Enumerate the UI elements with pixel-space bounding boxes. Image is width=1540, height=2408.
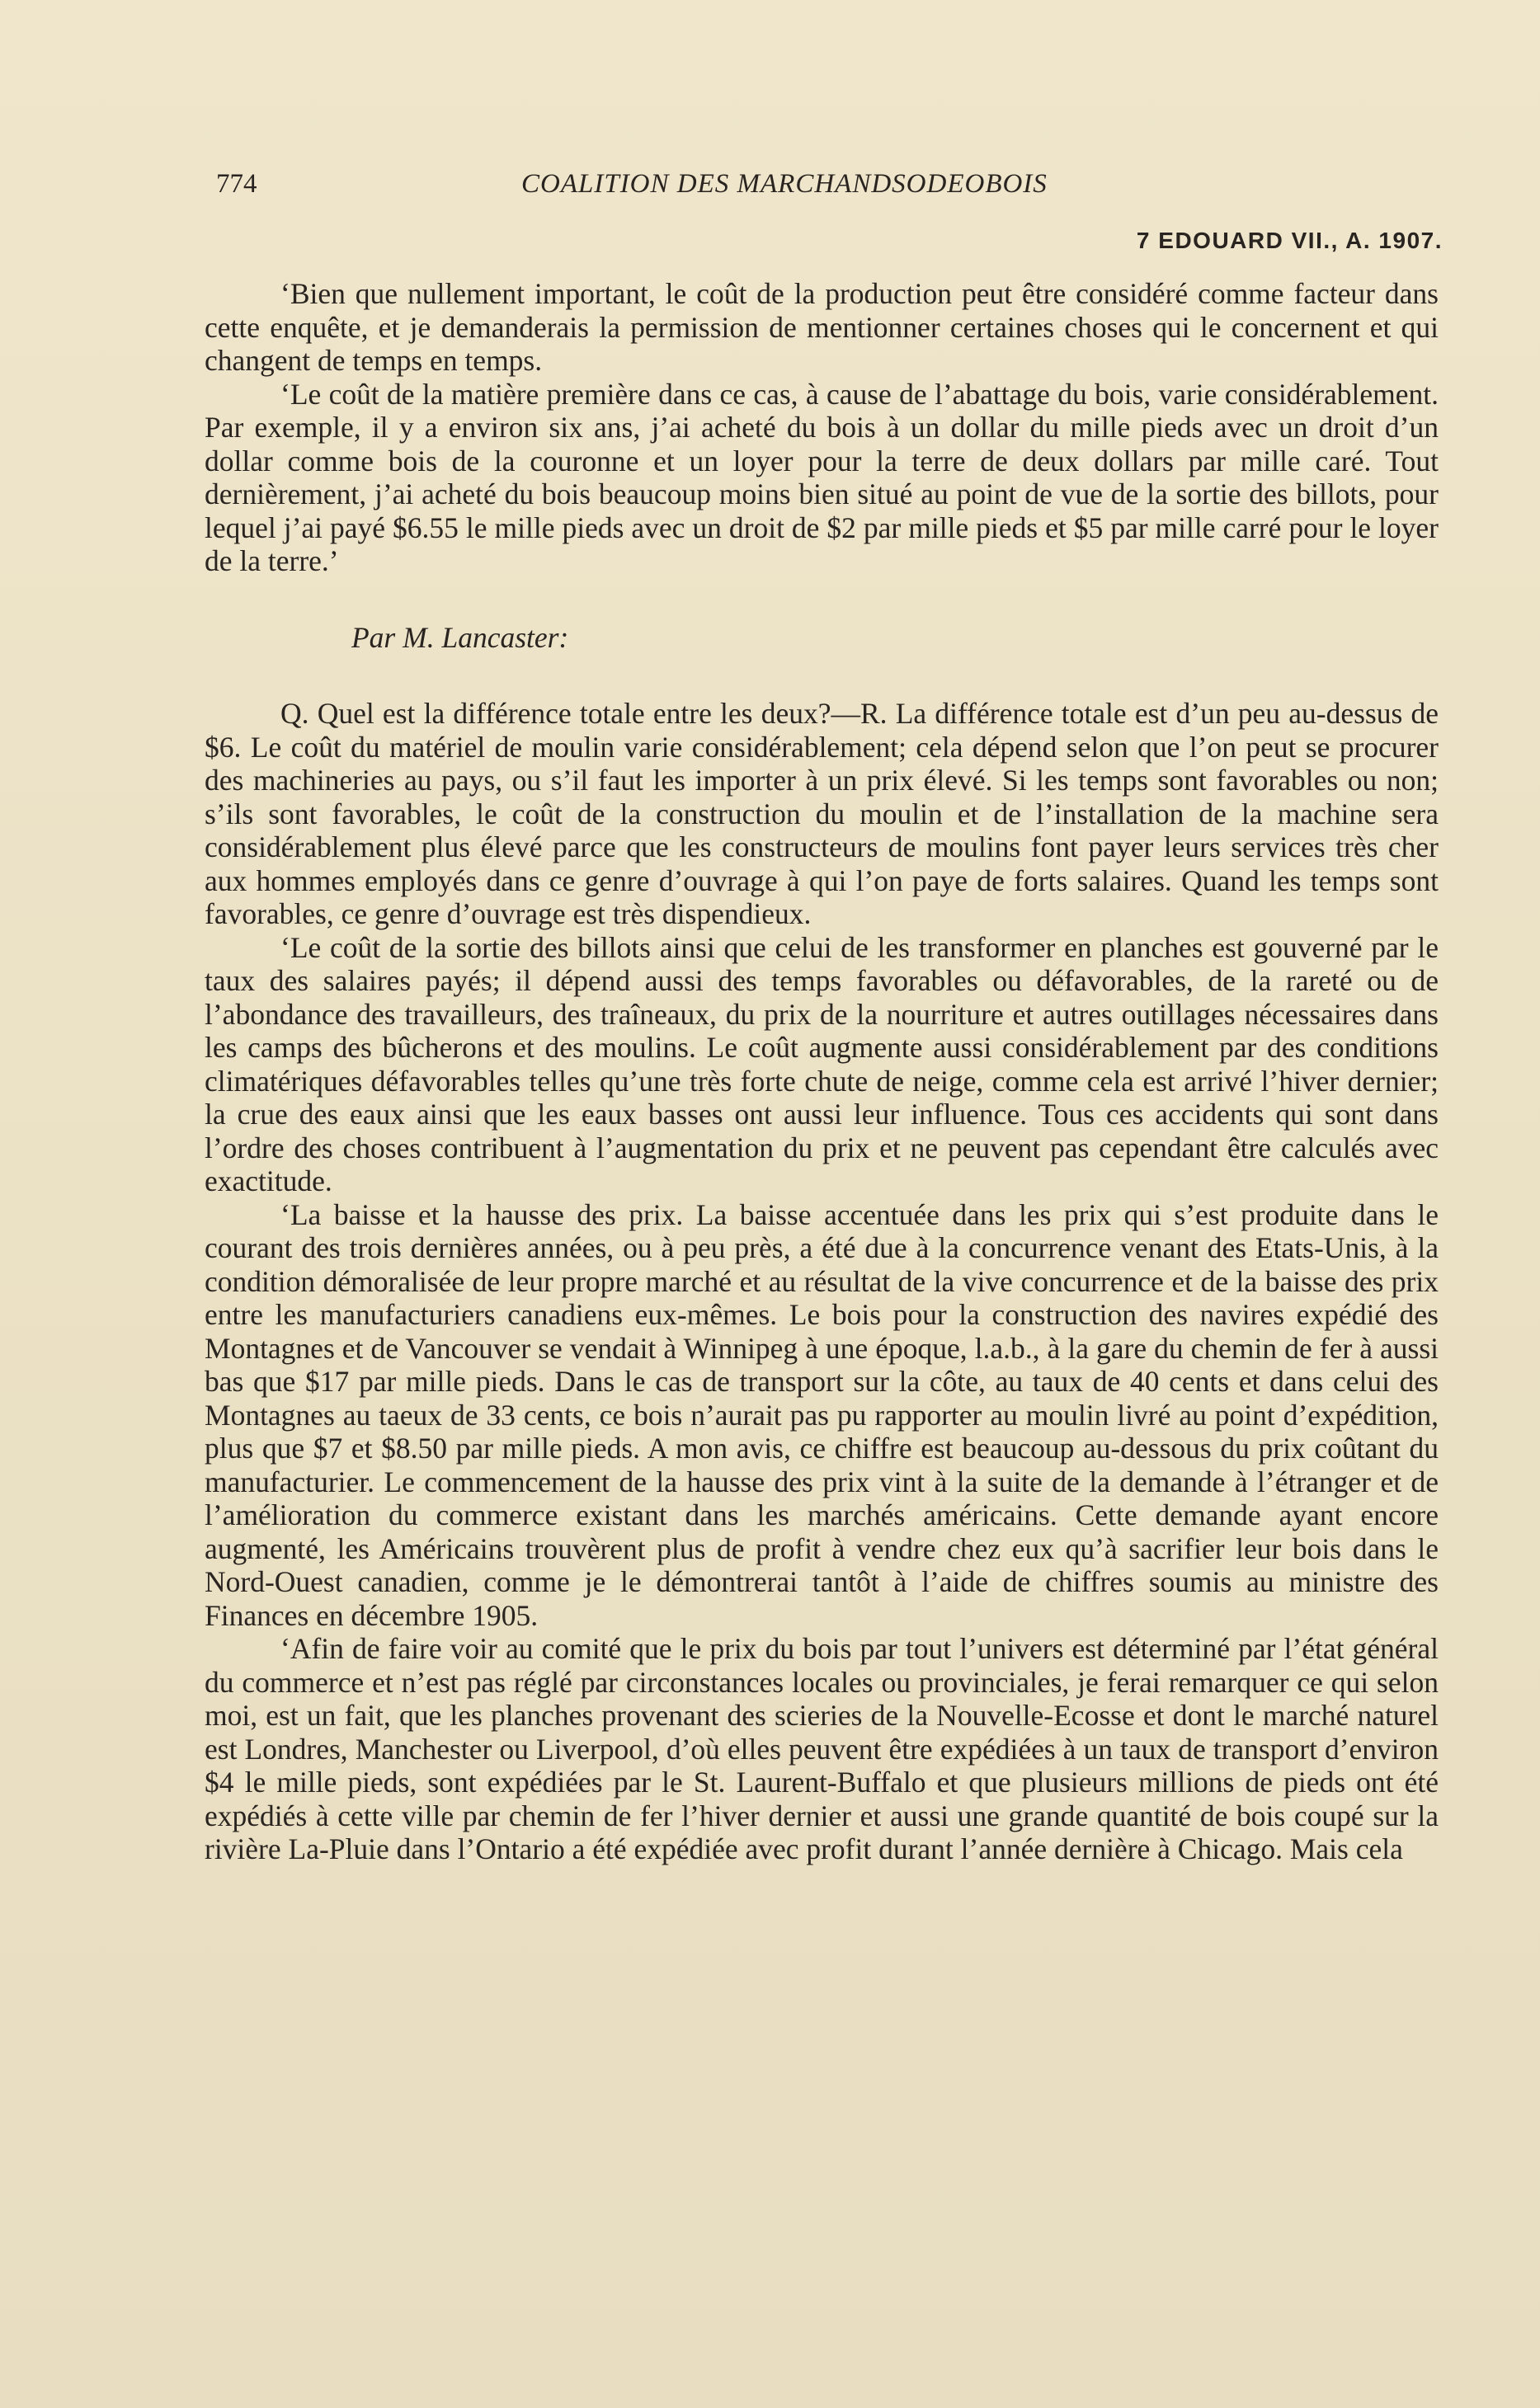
paragraph-4: ‘Le coût de la sortie des billots ainsi que celui de les transformer en planches est gouverné par le taux des salaires payés; il dépend aussi des temps favorables ou défavorables, de la rareté ou de l’abondance des travailleurs, des traîneaux, du prix de la nourriture et autres outillages nécessaires dans les camps des bûcherons et des moulins. Le coût augmente aussi considérablement par des conditions climatériques défavorables telles qu’une très forte chute de neige, comme cela est arrivé l’hiver dernier; la crue des eaux ainsi que les eaux basses ont aussi leur influence. Tous ces accidents qui sont dans l’ordre des choses contribuent à l’augmentation du prix et ne peuvent pas cependant être calculés avec exactitude.: [205, 930, 1439, 1197]
paragraph-6: ‘Afin de faire voir au comité que le prix du bois par tout l’univers est déterminé par l’état général du commerce et n’est pas réglé par circonstances locales ou provinciales, je ferai remarquer ce qui selon moi, est un fait, que les planches provenant des scieries de la Nouvelle-Ecosse et dont le marché naturel est Londres, Manchester ou Liverpool, d’où elles peuvent être expédiées à un taux de transport d’environ $4 le mille pieds, sont expédiées par le St. Laurent-Buffalo et que plusieurs millions de pieds ont été expédiés à cette ville par chemin de fer l’hiver dernier et aussi une grande quantité de bois coupé sur la rivière La-Pluie dans l’Ontario a été expédiée avec profit durant l’année dernière à Chicago. Mais cela: [205, 1632, 1439, 1865]
speaker-heading: Par M. Lancaster:: [351, 620, 569, 654]
paragraph-3: Q. Quel est la différence totale entre les deux?—R. La différence totale est d’un peu au-dessus de $6. Le coût du matériel de moulin varie considérablement; cela dépend selon que l’on peut se procurer des machineries au pays, ou s’il faut les importer à un prix élevé. Si les temps sont favorables ou non; s’ils sont favorables, le coût de la construction du moulin et de l’installation de la machine sera considérablement plus élevé parce que les constructeurs de moulins font payer leurs services très cher aux hommes employés dans ce genre d’ouvrage à qui l’on paye de forts salaires. Quand les temps sont favorables, ce genre d’ouvrage est très dispendieux.: [205, 697, 1439, 930]
paragraph-1: ‘Bien que nullement important, le coût de la production peut être considéré comme facteur dans cette enquête, et je demanderais la permission de mentionner certaines choses qui le concernent et qui changent de temps en temps.: [205, 277, 1439, 377]
page-header: [216, 169, 1443, 210]
paragraph-5: ‘La baisse et la hausse des prix. La baisse accentuée dans les prix qui s’est produite dans le courant des trois dernières années, ou à peu près, a été due à la concurrence venant des Etats-Unis, à la condition démoralisée de leur propre marché et au résultat de la vive concurrence et de la baisse des prix entre les manufacturiers canadiens eux-mêmes. Le bois pour la construction des navires expédié des Montagnes et de Vancouver se vendait à Winnipeg à une époque, l.a.b., à la gare du chemin de fer à aussi bas que $17 par mille pieds. Dans le cas de transport sur la côte, au taux de 40 cents et dans celui des Montagnes au taeux de 33 cents, ce bois n’aurait pas pu rapporter au moulin livré au point d’expédition, plus que $7 et $8.50 par mille pieds. A mon avis, ce chiffre est beaucoup au-dessous du prix coûtant du manufacturier. Le commencement de la hausse des prix vint à la suite de la demande à l’étranger et de l’amélioration du commerce existant dans les marchés américains. Cette demande ayant encore augmenté, les Américains trouvèrent plus de profit à vendre chez eux qu’à sacrifier leur bois dans le Nord-Ouest canadien, comme je le démontrerai tantôt à l’aide de chiffres soumis au ministre des Finances en décembre 1905.: [205, 1197, 1439, 1632]
page-number: 774: [216, 169, 257, 199]
session-label: 7 EDOUARD VII., A. 1907.: [1136, 228, 1443, 253]
paragraph-2: ‘Le coût de la matière première dans ce cas, à cause de l’abattage du bois, varie considérablement. Par exemple, il y a environ six ans, j’ai acheté du bois à un dollar du mille pieds avec un droit d’un dollar comme bois de la couronne et un loyer pour la terre de deux dollars par mille caré. Tout dernièrement, j’ai acheté du bois beaucoup moins bien situé au point de vue de la sortie des billots, pour lequel j’ai payé $6.55 le mille pieds avec un droit de $2 par mille pieds et $5 par mille carré pour le loyer de la terre.’: [205, 377, 1439, 577]
running-title: COALITION DES MARCHANDSODEOBOIS: [521, 169, 1048, 199]
body-text: [205, 277, 1439, 1866]
